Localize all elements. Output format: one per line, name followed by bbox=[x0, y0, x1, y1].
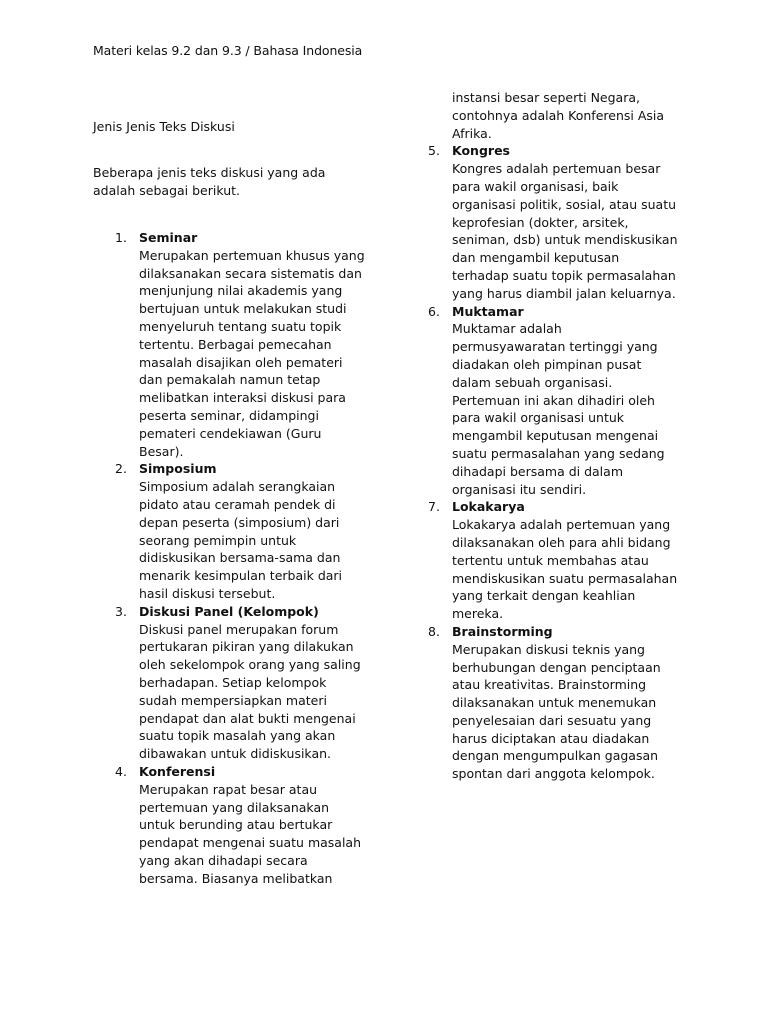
item-term: Muktamar bbox=[452, 303, 524, 319]
list-item-lokakarya bbox=[428, 498, 678, 623]
discussion-types-list-right bbox=[428, 89, 678, 783]
list-item-simposium bbox=[115, 460, 365, 602]
list-item-diskusi-panel bbox=[115, 603, 365, 763]
list-item-muktamar bbox=[428, 303, 678, 499]
discussion-types-list-left bbox=[115, 229, 365, 887]
page-header: Materi kelas 9.2 dan 9.3 / Bahasa Indonesia bbox=[93, 43, 363, 58]
item-term: Kongres bbox=[452, 143, 510, 159]
item-description: Diskusi panel merupakan forum pertukaran pikiran yang dilakukan oleh sekelompok orang yang saling berhadapan. Setiap kelompok sudah mempersiapkan materi pendapat dan alat bukti mengenai suatu topik masalah yang akan dibawakan untuk didiskusikan. bbox=[139, 621, 361, 762]
item-number: 6. bbox=[428, 303, 440, 319]
item-description: Merupakan diskusi teknis yang berhubungan dengan penciptaan atau kreativitas. Brainstorming dilaksanakan untuk menemukan penyelesaian dari sesuatu yang harus diciptakan atau diadakan dengan mengumpulkan gagasan spontan dari anggota kelompok. bbox=[452, 641, 661, 782]
item-description: Kongres adalah pertemuan besar para wakil organisasi, baik organisasi politik, sosial, atau suatu keprofesian (dokter, arsitek, seniman, dsb) untuk mendiskusikan dan mengambil keputusan terhadap suatu topik permasalahan yang harus diambil jalan keluarnya. bbox=[452, 161, 678, 301]
item-number: 3. bbox=[115, 603, 127, 619]
item-number: 2. bbox=[115, 461, 127, 477]
list-item-konferensi bbox=[115, 763, 365, 888]
item-number: 4. bbox=[115, 763, 127, 779]
document-title: Jenis Jenis Teks Diskusi bbox=[93, 119, 235, 134]
item-term: Lokakarya bbox=[452, 499, 525, 515]
item-term: Simposium bbox=[139, 461, 217, 477]
item-number: 1. bbox=[115, 230, 127, 245]
list-item-kongres bbox=[428, 142, 678, 302]
item-description: Merupakan rapat besar atau pertemuan yang dilaksanakan untuk berunding atau bertukar pendapat mengenai suatu masalah yang akan dihadapi secara bersama. Biasanya melibatkan bbox=[139, 781, 362, 886]
item-term: Diskusi Panel (Kelompok) bbox=[139, 603, 319, 619]
item-description: Muktamar adalah permusyawaratan tertinggi yang diadakan oleh pimpinan pusat dalam sebuah organisasi. Pertemuan ini akan dihadiri oleh para wakil organisasi untuk mengambil keputusan mengenai suatu permasalahan yang sedang dihadapi bersama di dalam organisasi itu sendiri. bbox=[452, 321, 665, 497]
item-description: Merupakan pertemuan khusus yang dilaksanakan secara sistematis dan menjunjung nilai akademis yang bertujuan untuk melakukan studi menyeluruh tentang suatu topik tertentu. Berbagai pemecahan masalah disajikan oleh pemateri dan pemakalah namun tetap melibatkan interaksi diskusi para peserta seminar, didampingi pemateri cendekiawan (Guru Besar). bbox=[139, 247, 365, 459]
item-number: 8. bbox=[428, 623, 440, 639]
item-term: Seminar bbox=[139, 230, 198, 245]
item-description: Simposium adalah serangkaian pidato atau ceramah pendek di depan peserta (simposium) dari seorang pemimpin untuk didiskusikan bersama-sama dan menarik kesimpulan terbaik dari hasil diskusi tersebut. bbox=[139, 479, 343, 601]
item-number: 5. bbox=[428, 143, 440, 159]
item-number: 7. bbox=[428, 499, 440, 515]
list-item-brainstorming bbox=[428, 623, 678, 783]
list-item-seminar bbox=[115, 229, 365, 460]
item-description: Lokakarya adalah pertemuan yang dilaksanakan oleh para ahli bidang tertentu untuk membahas atau mendiskusikan suatu permasalahan yang terkait dengan keahlian mereka. bbox=[452, 517, 678, 622]
intro-paragraph: Beberapa jenis teks diskusi yang ada adalah sebagai berikut. bbox=[93, 165, 326, 198]
item-term: Brainstorming bbox=[452, 623, 553, 639]
konferensi-continuation: instansi besar seperti Negara, contohnya adalah Konferensi Asia Afrika. bbox=[452, 90, 665, 141]
item-term: Konferensi bbox=[139, 763, 216, 779]
